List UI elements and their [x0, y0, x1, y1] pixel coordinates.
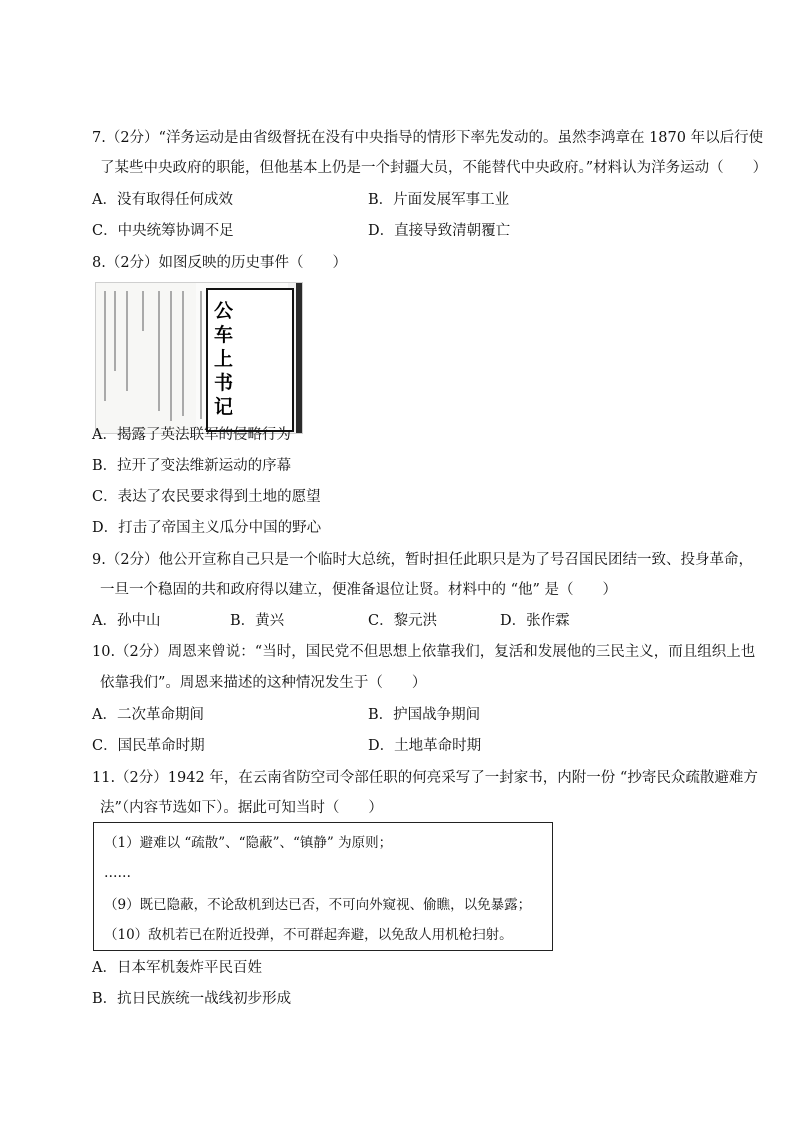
- q9-option-a[interactable]: A．孙中山: [92, 613, 161, 629]
- excerpt-line-10: （10）敌机若已在附近投弹，不可群起奔避，以免敌人用机枪扫射。: [104, 927, 513, 943]
- book-spine-edge: [296, 283, 302, 433]
- q7-option-d[interactable]: D．直接导致清朝覆亡: [368, 223, 511, 239]
- excerpt-line-1: （1）避难以 “疏散”、“隐蔽”、“镇静” 为原则；: [104, 835, 393, 851]
- q8-stem: 8.（2分）如图反映的历史事件（ ）: [92, 255, 348, 271]
- figure-title-char-1: 公: [214, 300, 234, 322]
- q11-stem-line2: 法”（内容节选如下）。据此可知当时（ ）: [100, 800, 383, 816]
- q9-option-b[interactable]: B．黄兴: [230, 613, 285, 629]
- q11-stem-line1: 11.（2分）1942 年，在云南省防空司令部任职的何亮采写了一封家书，内附一份 “抄寄民众疏散避难方: [92, 770, 758, 786]
- q7-stem-line2: 了某些中央政府的职能，但他基本上仍是一个封疆大员，不能替代中央政府。”材料认为洋务运动（ ）: [100, 160, 768, 176]
- gongche-shangshu-document-image: [95, 282, 303, 434]
- q10-stem-line2: 依靠我们”。周恩来描述的这种情况发生于（ ）: [100, 675, 427, 691]
- q9-stem-line2: 一旦一个稳固的共和政府得以建立，便准备退位让贤。材料中的 “他” 是（ ）: [100, 582, 618, 598]
- q9-stem-line1: 9.（2分）他公开宣称自己只是一个临时大总统，暂时担任此职只是为了号召国民团结一致、投身革命，: [92, 552, 754, 568]
- excerpt-line-9: （9）既已隐蔽，不论敌机到达已否，不可向外窥视、偷瞧，以免暴露；: [104, 897, 532, 913]
- figure-title-char-2: 车: [214, 324, 234, 346]
- q10-option-d[interactable]: D．土地革命时期: [368, 738, 482, 754]
- excerpt-ellipsis: ……: [104, 865, 131, 881]
- q9-option-d[interactable]: D．张作霖: [500, 613, 570, 629]
- figure-title-char-4: 书: [214, 372, 234, 394]
- q7-option-a[interactable]: A．没有取得任何成效: [92, 192, 233, 208]
- q10-option-a[interactable]: A．二次革命期间: [92, 707, 204, 723]
- figure-title-char-5: 记: [214, 396, 234, 418]
- q10-option-b[interactable]: B．护国战争期间: [368, 707, 481, 723]
- document-page-left: [96, 283, 196, 433]
- q10-stem-line1: 10.（2分）周恩来曾说：“当时，国民党不但思想上依靠我们，复活和发展他的三民主义，而且组织上也: [92, 644, 756, 660]
- q10-option-c[interactable]: C．国民革命时期: [92, 738, 205, 754]
- q7-option-b[interactable]: B．片面发展军事工业: [368, 192, 510, 208]
- figure-title-char-3: 上: [214, 348, 234, 370]
- q8-option-c[interactable]: C．表达了农民要求得到土地的愿望: [92, 489, 321, 505]
- q8-option-b[interactable]: B．拉开了变法维新运动的序幕: [92, 458, 292, 474]
- q9-option-c[interactable]: C．黎元洪: [368, 613, 438, 629]
- q11-option-b[interactable]: B．抗日民族统一战线初步形成: [92, 991, 292, 1007]
- q8-option-d[interactable]: D．打击了帝国主义瓜分中国的野心: [92, 520, 322, 536]
- q7-option-c[interactable]: C．中央统筹协调不足: [92, 223, 234, 239]
- q7-stem-line1: 7.（2分）“洋务运动是由省级督抚在没有中央指导的情形下率先发动的。虽然李鸿章在 1870 年以后行使: [92, 130, 764, 146]
- q11-option-a[interactable]: A．日本军机轰炸平民百姓: [92, 960, 262, 976]
- document-title-box: [206, 288, 294, 432]
- evacuation-method-excerpt-box: [93, 822, 553, 951]
- q8-option-a[interactable]: A．揭露了英法联军的侵略行为: [92, 427, 291, 443]
